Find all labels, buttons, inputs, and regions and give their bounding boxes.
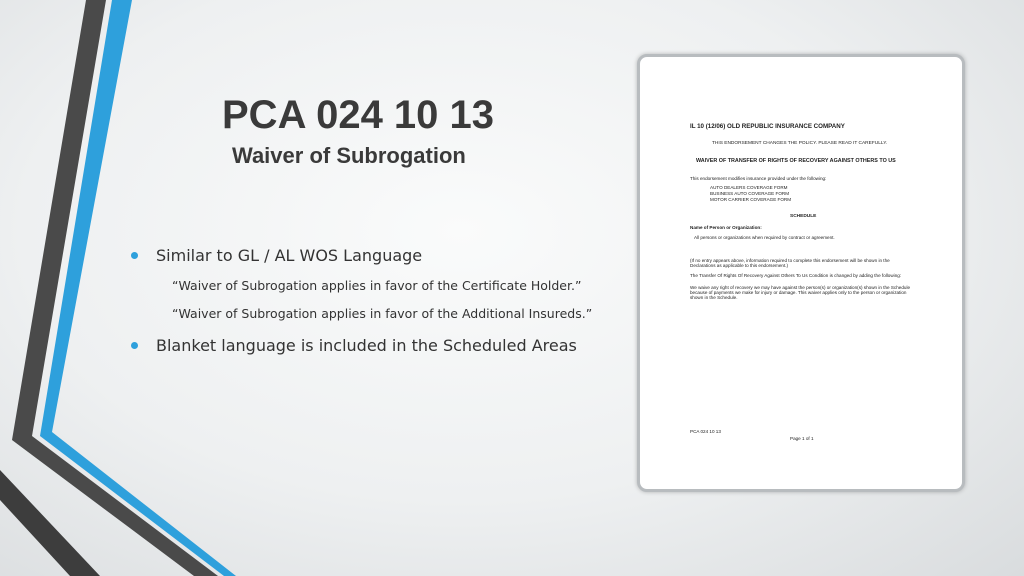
- doc-form-item: MOTOR CARRIER COVERAGE FORM: [710, 197, 792, 202]
- bullet-text: Blanket language is included in the Scheduled Areas: [156, 336, 577, 355]
- doc-form-item: AUTO DEALERS COVERAGE FORM: [710, 185, 788, 190]
- doc-name-value: All persons or organizations when required by contract or agreement.: [694, 235, 835, 240]
- endorsement-document-image: [637, 54, 965, 492]
- doc-footer-page: Page 1 of 1: [790, 436, 814, 441]
- doc-schedule-label: SCHEDULE: [790, 214, 817, 219]
- doc-notice: THIS ENDORSEMENT CHANGES THE POLICY. PLEASE READ IT CAREFULLY.: [712, 141, 888, 146]
- doc-form-item: BUSINESS AUTO COVERAGE FORM: [710, 191, 790, 196]
- doc-waive-para: We waive any right of recovery we may have against the person(s) or organization(s) shown in the Schedule because of payments we make for injury or damage. This waiver applies only to the person or organization shown in the Schedule.: [690, 285, 911, 301]
- slide-subtitle: Waiver of Subrogation: [232, 143, 466, 168]
- bullet-text: Similar to GL / AL WOS Language: [156, 246, 423, 265]
- bullet-dot-icon: [131, 342, 138, 349]
- sub-bullet-item: “Waiver of Subrogation applies in favor of the Additional Insureds.”: [172, 306, 593, 321]
- doc-heading: WAIVER OF TRANSFER OF RIGHTS OF RECOVERY AGAINST OTHERS TO US: [696, 158, 896, 164]
- bullet-item: [156, 336, 577, 355]
- doc-transfer-para: The Transfer Of Rights Of Recovery Against Others To Us Condition is changed by adding the following:: [690, 273, 902, 278]
- doc-header: IL 10 (12/06) OLD REPUBLIC INSURANCE COMPANY: [690, 123, 845, 130]
- bullet-dot-icon: [131, 252, 138, 259]
- bullet-item: [156, 246, 422, 265]
- doc-modifies: This endorsement modifies insurance provided under the following:: [690, 176, 827, 181]
- doc-entry-note: (If no entry appears above, information required to complete this endorsement will be shown in the Declarations as applicable to this endorsement.): [690, 258, 890, 269]
- sub-bullet-item: “Waiver of Subrogation applies in favor of the Certificate Holder.”: [172, 278, 582, 293]
- doc-name-label: Name of Person or Organization:: [690, 225, 762, 230]
- doc-footer-code: PCA 024 10 13: [690, 429, 721, 434]
- slide-title: PCA 024 10 13: [222, 93, 495, 137]
